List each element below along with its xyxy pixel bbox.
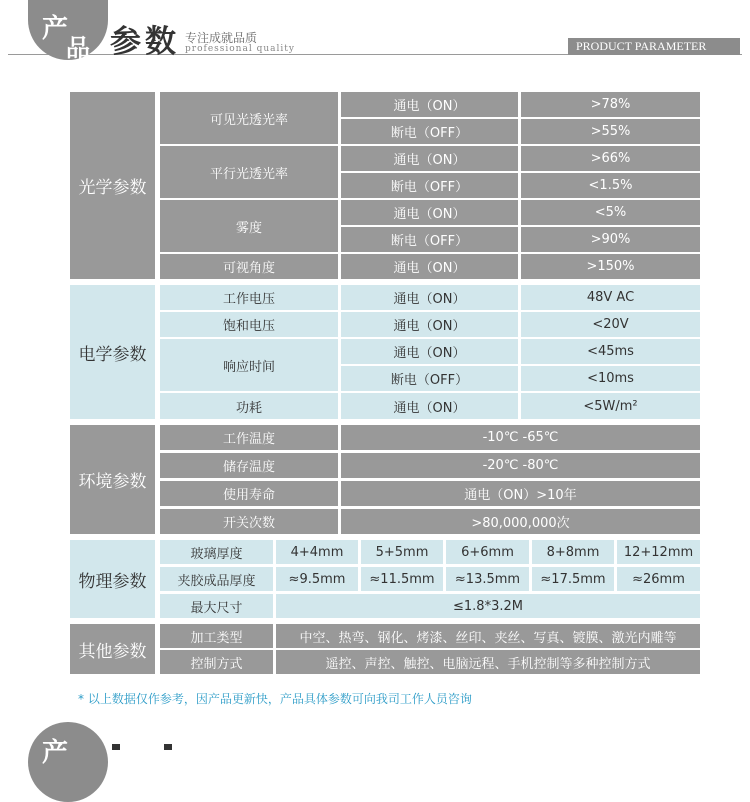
- param-visible-transmittance: 可见光透光率: [160, 92, 338, 144]
- value-cell: <45ms: [521, 339, 700, 364]
- header-badge-char-1: 产: [42, 14, 69, 44]
- param-glass-thickness: 玻璃厚度: [160, 540, 273, 564]
- param-response-time: 响应时间: [160, 339, 338, 391]
- param-max-size: 最大尺寸: [160, 594, 273, 618]
- value-cell: >80,000,000次: [341, 509, 700, 534]
- page-title: 参数: [110, 24, 180, 60]
- glass-thickness-value: 12+12mm: [617, 540, 700, 564]
- state-cell: 通电（ON）: [341, 339, 518, 364]
- value-cell: <5%: [521, 200, 700, 225]
- value-cell: 通电（ON）>10年: [341, 481, 700, 506]
- page-subtitle-en: professional quality: [185, 44, 295, 54]
- value-cell: <10ms: [521, 366, 700, 391]
- param-haze: 雾度: [160, 200, 338, 252]
- value-cell: <1.5%: [521, 173, 700, 198]
- section-title-electrical: 电学参数: [70, 285, 155, 419]
- other-section: [70, 624, 700, 674]
- value-cell: <5W/m²: [521, 393, 700, 419]
- value-cell: >150%: [521, 254, 700, 279]
- next-section-badge-char: 产: [42, 738, 69, 768]
- glass-thickness-value: 8+8mm: [532, 540, 614, 564]
- glass-thickness-value: 6+6mm: [446, 540, 529, 564]
- max-size-value: ≤1.8*3.2M: [276, 594, 700, 618]
- section-title-environment: 环境参数: [70, 425, 155, 534]
- state-cell: 通电（ON）: [341, 312, 518, 337]
- state-cell: 断电（OFF）: [341, 173, 518, 198]
- value-cell: -10℃ -65℃: [341, 425, 700, 450]
- laminated-thickness-value: ≈13.5mm: [446, 567, 529, 591]
- param-process-type: 加工类型: [160, 624, 273, 648]
- param-switch-cycles: 开关次数: [160, 509, 338, 534]
- section-tag: PRODUCT PARAMETER: [568, 38, 740, 55]
- electrical-section: [70, 285, 700, 419]
- header-badge-char-2: 品: [66, 34, 90, 62]
- page-subtitle: 专注成就品质: [185, 31, 258, 45]
- section-title-other: 其他参数: [70, 624, 155, 674]
- param-control-method: 控制方式: [160, 650, 273, 674]
- laminated-thickness-value: ≈11.5mm: [361, 567, 443, 591]
- param-service-life: 使用寿命: [160, 481, 338, 506]
- physical-section: [70, 540, 700, 618]
- state-cell: 通电（ON）: [341, 92, 518, 117]
- laminated-thickness-value: ≈17.5mm: [532, 567, 614, 591]
- state-cell: 通电（ON）: [341, 254, 518, 279]
- next-section-title-fragment: [112, 744, 120, 750]
- section-title-optical: 光学参数: [70, 92, 155, 279]
- next-section-title-fragment: [164, 744, 172, 750]
- param-working-temperature: 工作温度: [160, 425, 338, 450]
- param-storage-temperature: 储存温度: [160, 453, 338, 478]
- value-cell: <20V: [521, 312, 700, 337]
- state-cell: 断电（OFF）: [341, 119, 518, 144]
- param-laminated-thickness: 夹胶成品厚度: [160, 567, 273, 591]
- value-cell: >90%: [521, 227, 700, 252]
- value-cell: >78%: [521, 92, 700, 117]
- section-title-physical: 物理参数: [70, 540, 155, 618]
- state-cell: 断电（OFF）: [341, 366, 518, 391]
- param-saturation-voltage: 饱和电压: [160, 312, 338, 337]
- footnote: * 以上数据仅作参考，因产品更新快，产品具体参数可向我司工作人员咨询: [78, 692, 472, 706]
- value-cell: -20℃ -80℃: [341, 453, 700, 478]
- optical-section: [70, 92, 700, 279]
- param-power-consumption: 功耗: [160, 393, 338, 419]
- value-cell: 48V AC: [521, 285, 700, 310]
- state-cell: 通电（ON）: [341, 393, 518, 419]
- parameter-table: [70, 92, 700, 674]
- header-badge: [28, 0, 108, 60]
- state-cell: 通电（ON）: [341, 285, 518, 310]
- environment-section: [70, 425, 700, 534]
- value-cell: >55%: [521, 119, 700, 144]
- control-method-value: 遥控、声控、触控、电脑远程、手机控制等多种控制方式: [276, 650, 700, 674]
- glass-thickness-value: 4+4mm: [276, 540, 358, 564]
- state-cell: 断电（OFF）: [341, 227, 518, 252]
- glass-thickness-value: 5+5mm: [361, 540, 443, 564]
- laminated-thickness-value: ≈26mm: [617, 567, 700, 591]
- state-cell: 通电（ON）: [341, 200, 518, 225]
- state-cell: 通电（ON）: [341, 146, 518, 171]
- value-cell: >66%: [521, 146, 700, 171]
- param-working-voltage: 工作电压: [160, 285, 338, 310]
- param-parallel-transmittance: 平行光透光率: [160, 146, 338, 198]
- process-type-value: 中空、热弯、钢化、烤漆、丝印、夹丝、写真、镀膜、激光内雕等: [276, 624, 700, 648]
- laminated-thickness-value: ≈9.5mm: [276, 567, 358, 591]
- next-section-badge: [28, 722, 108, 802]
- param-viewing-angle: 可视角度: [160, 254, 338, 279]
